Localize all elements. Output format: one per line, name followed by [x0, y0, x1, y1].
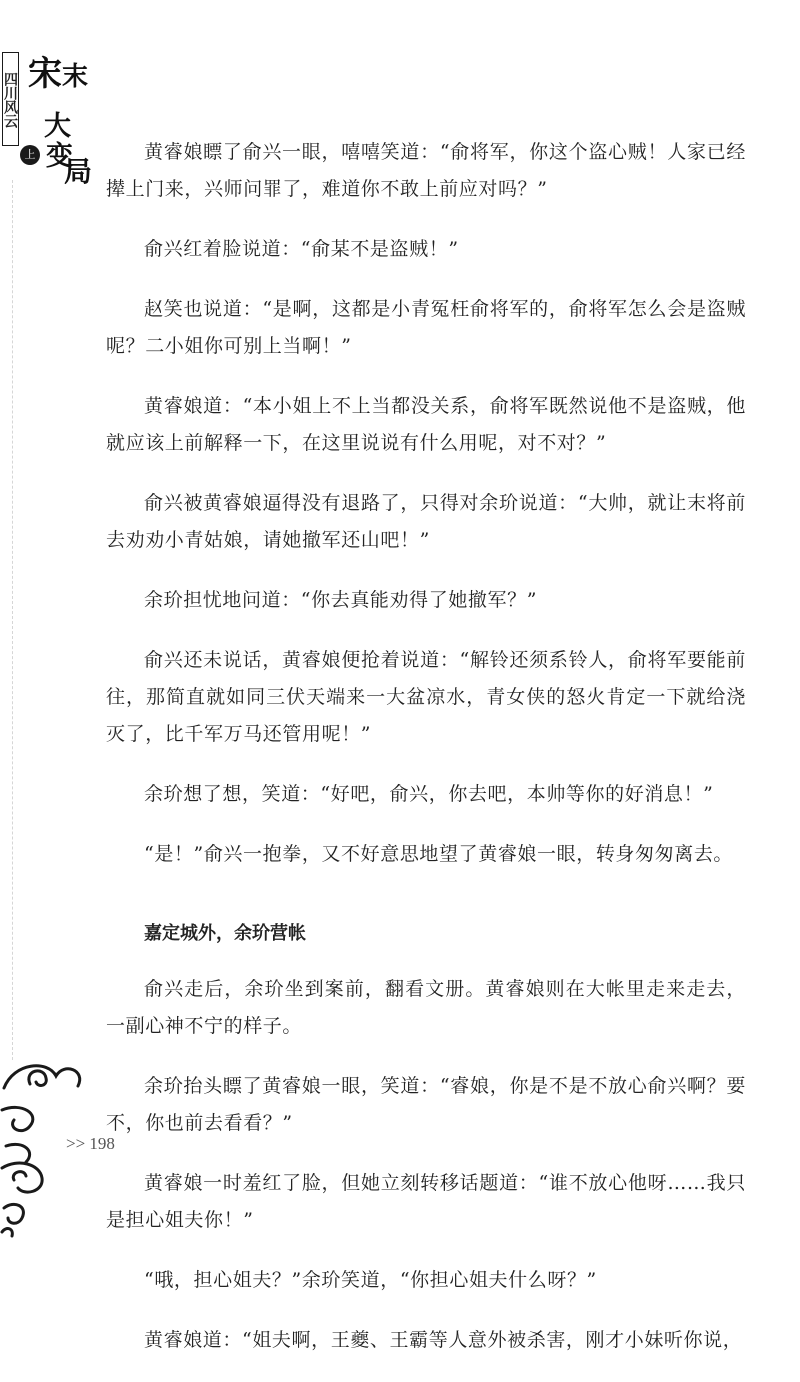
paragraph: 俞兴被黄睿娘逼得没有退路了，只得对余玠说道：“大帅，就让末将前去劝劝小青姑娘，请她撤军还山吧！” — [106, 492, 746, 551]
paragraph: 黄睿娘道：“姐夫啊，王夔、王霸等人意外被杀害，刚才小妹听你说， — [144, 1329, 743, 1351]
title-char-3: 大 — [44, 111, 71, 142]
page-number: >> 198 — [66, 1134, 115, 1153]
paragraph: 余玠抬头瞟了黄睿娘一眼，笑道：“睿娘，你是不是不放心俞兴啊？要不，你也前去看看？” — [106, 1075, 746, 1134]
paragraph: “哦，担心姐夫？”余玠笑道，“你担心姐夫什么呀？” — [144, 1269, 597, 1291]
margin-divider — [12, 180, 14, 1060]
volume-seal: 上 — [20, 145, 40, 165]
paragraph: 俞兴走后，余玠坐到案前，翻看文册。黄睿娘则在大帐里走来走去，一副心神不宁的样子。 — [106, 978, 746, 1037]
title-char-2: 末 — [62, 62, 89, 92]
paragraph: 赵笑也说道：“是啊，这都是小青冤枉俞将军的，俞将军怎么会是盗贼呢？二小姐你可别上当啊！” — [106, 298, 746, 357]
paragraph: 俞兴还未说话，黄睿娘便抢着说道：“解铃还须系铃人，俞将军要能前往，那简直就如同三伏天端来一大盆凉水，青女侠的怒火肯定一下就给浇灭了，比千军万马还管用呢！” — [106, 649, 746, 745]
paragraph: “是！”俞兴一抱拳，又不好意思地望了黄睿娘一眼，转身匆匆离去。 — [144, 843, 734, 865]
series-label: 四川风云 — [2, 52, 19, 146]
page-body — [106, 134, 746, 1382]
section-heading: 嘉定城外，余玠营帐 — [144, 923, 306, 944]
paragraph: 黄睿娘道：“本小姐上不上当都没关系，俞将军既然说他不是盗贼，他就应该上前解释一下，在这里说说有什么用呢，对不对？” — [106, 395, 746, 454]
paragraph: 余玠担忧地问道：“你去真能劝得了她撤军？” — [144, 589, 538, 611]
title-char-1: 宋 — [28, 54, 62, 94]
title-char-5: 局 — [64, 155, 93, 188]
paragraph: 黄睿娘一时羞红了脸，但她立刻转移话题道：“谁不放心他呀……我只是担心姐夫你！” — [106, 1172, 746, 1231]
paragraph: 黄睿娘瞟了俞兴一眼，嘻嘻笑道：“俞将军，你这个盗心贼！人家已经撵上门来，兴师问罪了，难道你不敢上前应对吗？” — [106, 141, 746, 200]
title-char-4: 变 — [46, 141, 73, 172]
paragraph: 余玠想了想，笑道：“好吧，俞兴，你去吧，本帅等你的好消息！” — [144, 783, 714, 805]
paragraph: 俞兴红着脸说道：“俞某不是盗贼！” — [144, 238, 459, 260]
